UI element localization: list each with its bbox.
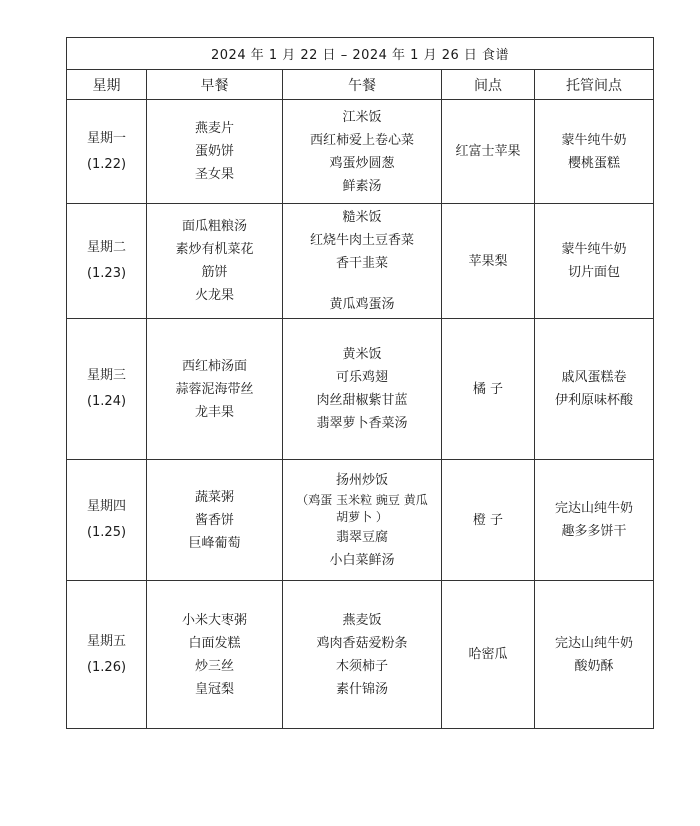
care-snack-cell: [535, 204, 654, 319]
menu-item: 火龙果: [194, 288, 234, 303]
breakfast-cell: [147, 100, 283, 204]
lunch-cell: [283, 460, 442, 581]
snack-cell: [442, 581, 535, 729]
menu-item: 西红柿爱上卷心菜: [309, 132, 414, 148]
care-snack-cell: [535, 581, 654, 729]
snack-cell: [442, 100, 535, 204]
header-breakfast: 早餐: [147, 70, 283, 100]
menu-item: 橙 子: [472, 512, 504, 528]
day-date: (1.26): [86, 659, 127, 675]
day-date: (1.25): [86, 525, 127, 540]
menu-item: 面瓜粗粮汤: [181, 219, 247, 234]
menu-title: 2024 年 1 月 22 日 – 2024 年 1 月 26 日 食谱: [67, 38, 654, 70]
breakfast-cell: [147, 204, 283, 319]
menu-item: 白面发糕: [188, 635, 241, 651]
day-cell: [67, 581, 147, 729]
table-row: [67, 100, 654, 204]
lunch-cell: [283, 319, 442, 460]
menu-item: 炒三丝: [194, 658, 234, 674]
breakfast-cell: [147, 319, 283, 460]
menu-item: 鸡蛋炒圆葱: [329, 155, 395, 171]
header-care-snack: 托管间点: [535, 70, 654, 100]
menu-item: 翡翠豆腐: [335, 529, 388, 545]
menu-item: 伊利原味杯酸: [555, 393, 634, 408]
header-snack: 间点: [442, 70, 535, 100]
menu-item: 木须柿子: [335, 658, 388, 674]
spacer: [283, 275, 441, 293]
header-row: [67, 70, 654, 100]
care-snack-cell: [535, 100, 654, 204]
table-row: [67, 319, 654, 460]
menu-item: 糙米饭: [342, 210, 382, 225]
table-row: [67, 204, 654, 319]
table-row: [67, 581, 654, 729]
menu-item: 樱桃蛋糕: [568, 155, 621, 171]
menu-item: 江米饭: [342, 109, 382, 125]
day-cell: [67, 460, 147, 581]
menu-item: 燕麦饭: [342, 612, 382, 628]
menu-item: 蒜蓉泥海带丝: [175, 381, 254, 397]
menu-item: 小白菜鲜汤: [329, 552, 395, 568]
day-name: 星期二: [86, 240, 126, 255]
menu-item: 黄米饭: [342, 347, 382, 362]
header-lunch: 午餐: [283, 70, 442, 100]
menu-item: 巨峰葡萄: [188, 535, 241, 551]
care-snack-cell: [535, 319, 654, 460]
lunch-cell: [283, 581, 442, 729]
menu-item: 小米大枣粥: [181, 612, 247, 628]
day-name: 星期一: [86, 130, 126, 146]
day-date: (1.23): [86, 266, 127, 281]
menu-item: 西红柿汤面: [181, 358, 247, 374]
menu-item: 蒙牛纯牛奶: [561, 242, 627, 257]
menu-item: 鲜素汤: [342, 178, 382, 194]
menu-item: 蛋奶饼: [194, 144, 234, 159]
menu-item: 戚风蛋糕卷: [561, 370, 627, 385]
menu-table: [66, 37, 654, 729]
day-cell: [67, 100, 147, 204]
day-cell: [67, 204, 147, 319]
day-name: 星期四: [86, 499, 126, 514]
menu-item: 素炒有机菜花: [175, 242, 254, 257]
menu-item: 红富士苹果: [455, 144, 521, 159]
day-date: (1.22): [86, 156, 127, 172]
menu-item: 筋饼: [201, 265, 228, 280]
menu-item: 黄瓜鸡蛋汤: [329, 297, 395, 312]
menu-item: 蔬菜粥: [194, 489, 234, 505]
snack-cell: [442, 319, 535, 460]
menu-item: 蒙牛纯牛奶: [561, 132, 627, 148]
menu-item: 酱香饼: [194, 512, 234, 528]
menu-item: 素什锦汤: [335, 681, 388, 697]
menu-item: 哈密瓜: [468, 647, 508, 662]
menu-item: 翡翠萝卜香菜汤: [316, 416, 408, 431]
menu-item: 圣女果: [194, 167, 234, 182]
menu-item: 肉丝甜椒紫甘蓝: [316, 393, 408, 408]
care-snack-cell: [535, 460, 654, 581]
menu-item: 扬州炒饭: [335, 472, 388, 488]
menu-item: 龙丰果: [194, 404, 234, 420]
menu-item: 燕麦片: [194, 121, 234, 136]
header-day: 星期: [67, 70, 147, 100]
day-name: 星期三: [86, 368, 126, 383]
menu-item: 橘 子: [472, 381, 504, 397]
menu-item: 完达山纯牛奶: [555, 635, 634, 651]
menu-item: 切片面包: [568, 265, 621, 280]
breakfast-cell: [147, 460, 283, 581]
lunch-cell: [283, 204, 442, 319]
menu-item: 红烧牛肉土豆香菜: [309, 233, 414, 248]
menu-item: 鸡肉香菇爱粉条: [316, 635, 408, 651]
menu-item: 可乐鸡翅: [335, 370, 388, 385]
menu-item: 酸奶酥: [574, 658, 614, 674]
day-date: (1.24): [86, 394, 127, 409]
table-row: [67, 460, 654, 581]
menu-item: 香干韭菜: [335, 256, 388, 271]
menu-item: （鸡蛋 玉米粒 豌豆 黄瓜 胡萝卜 ）: [296, 492, 428, 524]
snack-cell: [442, 460, 535, 581]
day-cell: [67, 319, 147, 460]
day-name: 星期五: [86, 633, 126, 649]
menu-item: 皇冠梨: [194, 681, 234, 697]
lunch-cell: [283, 100, 442, 204]
menu-item: 苹果梨: [468, 253, 508, 269]
menu-item: 完达山纯牛奶: [555, 501, 634, 516]
snack-cell: [442, 204, 535, 319]
menu-item: 趣多多饼干: [561, 524, 627, 539]
breakfast-cell: [147, 581, 283, 729]
